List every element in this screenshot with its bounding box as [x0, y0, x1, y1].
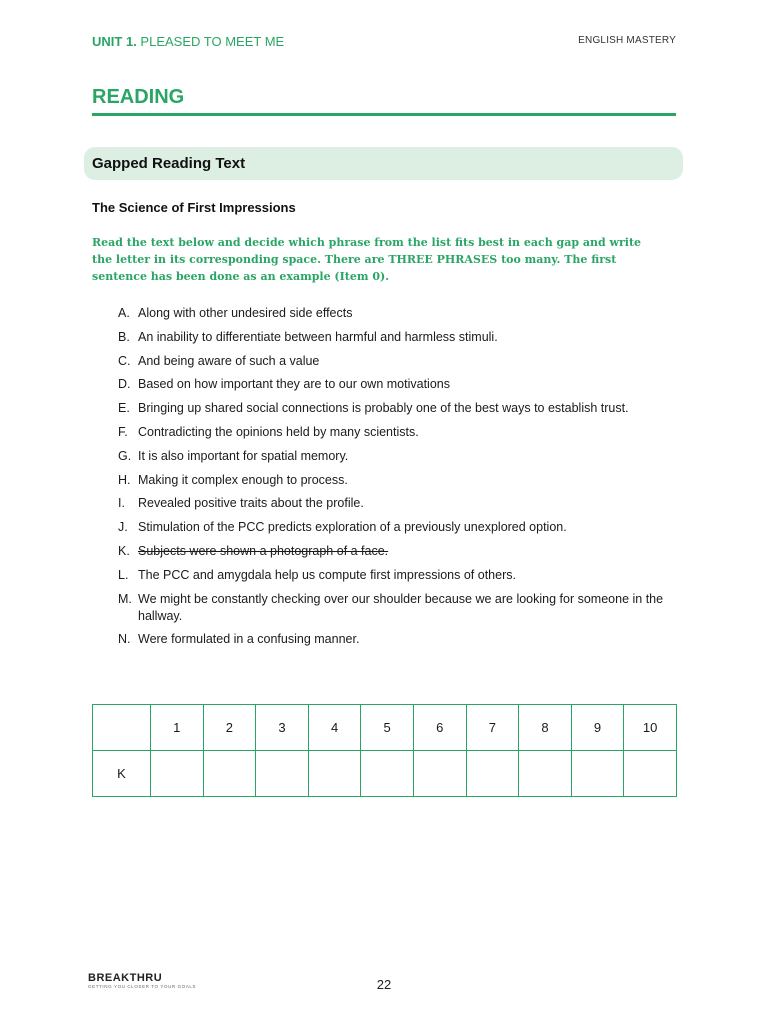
- phrase-text: The PCC and amygdala help us compute first impressions of others.: [138, 567, 516, 582]
- phrase-item: [118, 631, 668, 648]
- brand-tagline: GETTING YOU CLOSER TO YOUR GOALS: [88, 984, 197, 989]
- phrase-text: It is also important for spatial memory.: [138, 448, 349, 463]
- phrase-letter: D.: [118, 377, 131, 392]
- phrase-letter: N.: [118, 632, 131, 647]
- phrase-text: We might be constantly checking over our shoulder because we are looking for someone in the hallway.: [138, 591, 664, 623]
- phrase-item: [118, 376, 668, 393]
- phrase-text: An inability to differentiate between harmful and harmless stimuli.: [138, 329, 498, 344]
- answer-cell[interactable]: [413, 751, 466, 797]
- phrase-letter: E.: [118, 401, 130, 416]
- answer-table-header-row: [93, 705, 677, 751]
- phrase-text: Revealed positive traits about the profile.: [138, 496, 364, 511]
- phrase-item: [118, 400, 668, 417]
- phrase-letter: M.: [118, 591, 132, 606]
- answer-cell[interactable]: [256, 751, 309, 797]
- header-cell: 10: [624, 705, 677, 751]
- phrase-letter: B.: [118, 329, 130, 344]
- phrase-text: Were formulated in a confusing manner.: [138, 632, 360, 647]
- header-cell: [93, 705, 151, 751]
- unit-label: UNIT 1.: [92, 34, 137, 49]
- phrase-item: [118, 424, 668, 441]
- phrase-text: Making it complex enough to process.: [138, 472, 348, 487]
- phrase-text: Along with other undesired side effects: [138, 306, 353, 320]
- phrase-item: [118, 567, 668, 584]
- phrase-letter: K.: [118, 543, 130, 558]
- answer-cell[interactable]: [151, 751, 204, 797]
- header-cell: 8: [519, 705, 572, 751]
- reading-text-title: The Science of First Impressions: [92, 200, 296, 215]
- page-header: [92, 34, 676, 52]
- section-divider: [92, 113, 676, 116]
- phrase-text: Stimulation of the PCC predicts exploration of a previously unexplored option.: [138, 520, 567, 535]
- header-cell: 1: [151, 705, 204, 751]
- phrase-letter: H.: [118, 472, 131, 487]
- unit-heading: [92, 34, 284, 49]
- phrase-letter: J.: [118, 520, 128, 535]
- phrase-item: [118, 519, 668, 536]
- header-cell: 9: [571, 705, 624, 751]
- phrase-letter: C.: [118, 353, 131, 368]
- phrase-item: [118, 495, 668, 512]
- phrase-letter: L.: [118, 567, 129, 582]
- brand-name: BREAKTHRU: [88, 972, 163, 984]
- section-title: READING: [92, 86, 185, 108]
- phrase-item: [118, 305, 668, 322]
- phrase-item: [118, 591, 668, 625]
- phrase-letter: G.: [118, 448, 132, 463]
- page-number: 22: [376, 977, 392, 992]
- answer-table: [92, 704, 677, 797]
- answer-cell: K: [93, 751, 151, 797]
- answer-cell[interactable]: [571, 751, 624, 797]
- answer-table-answer-row: [93, 751, 677, 797]
- header-cell: 2: [203, 705, 256, 751]
- phrase-text: And being aware of such a value: [138, 353, 320, 368]
- book-title: ENGLISH MASTERY: [578, 35, 676, 46]
- header-cell: 3: [256, 705, 309, 751]
- phrase-letter: A.: [118, 306, 130, 320]
- phrase-item: [118, 448, 668, 465]
- phrase-text: Based on how important they are to our own motivations: [138, 377, 450, 392]
- answer-cell[interactable]: [519, 751, 572, 797]
- answer-cell[interactable]: [624, 751, 677, 797]
- answer-cell[interactable]: [308, 751, 361, 797]
- instructions: Read the text below and decide which phrase from the list fits best in each gap and write the letter in its corresponding space. There are THREE PHRASES too many. The first sentence has been done as an example (Item 0).: [92, 236, 642, 283]
- unit-title: PLEASED TO MEET ME: [140, 34, 285, 49]
- exercise-banner-title: Gapped Reading Text: [92, 155, 246, 172]
- header-cell: 7: [466, 705, 519, 751]
- phrase-item: [118, 353, 668, 370]
- exercise-banner: [84, 147, 683, 180]
- phrase-item: [118, 472, 668, 489]
- answer-cell[interactable]: [466, 751, 519, 797]
- header-cell: 6: [413, 705, 466, 751]
- header-cell: 5: [361, 705, 414, 751]
- phrase-text: Contradicting the opinions held by many scientists.: [138, 424, 419, 439]
- phrase-letter: I.: [118, 496, 125, 511]
- phrase-item: [118, 543, 668, 560]
- header-cell: 4: [308, 705, 361, 751]
- phrase-list: [118, 305, 668, 655]
- answer-cell[interactable]: [203, 751, 256, 797]
- phrase-text: Subjects were shown a photograph of a face.: [138, 543, 389, 558]
- phrase-text: Bringing up shared social connections is probably one of the best ways to establish trust.: [138, 401, 629, 416]
- phrase-letter: F.: [118, 424, 128, 439]
- phrase-item: [118, 329, 668, 346]
- answer-cell[interactable]: [361, 751, 414, 797]
